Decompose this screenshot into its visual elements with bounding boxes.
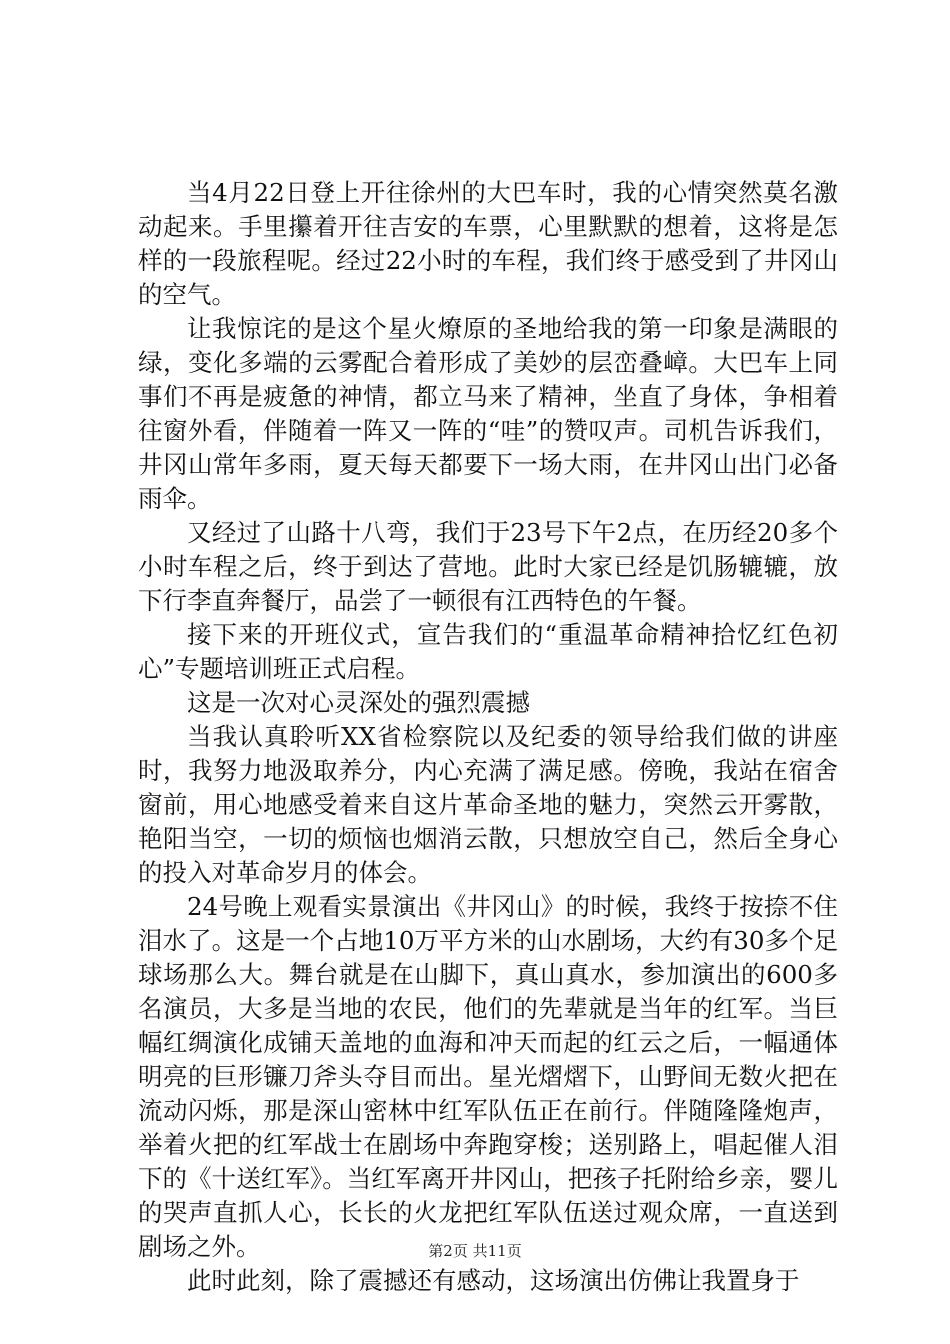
paragraph-performance: 24号晚上观看实景演出《井冈山》的时候，我终于按捺不住泪水了。这是一个占地10万平方米的山水剧场，大约有30多个足球场那么大。舞台就是在山脚下，真山真水，参加演出的600多名演员，大多是当地的农民，他们的先辈就是当年的红军。当巨幅红绸演化成铺天盖地的血海和冲天而起的红云之后，一幅通体明亮的巨形镰刀斧头夺目而出。星光熠熠下，山野间无数火把在流动闪烁，那是深山密林中红军队伍正在前行。伴随隆隆炮声，举着火把的红军战士在剧场中奔跑穿梭；送别路上，唱起催人泪下的《十送红军》。当红军离开井冈山，把孩子托附给乡亲，婴儿的哭声直抓人心，长长的火龙把红军队伍送过观众席，一直送到剧场之外。 bbox=[138, 892, 838, 1261]
paragraph-arrival: 又经过了山路十八弯，我们于23号下午2点，在历经20多个小时车程之后，终于到达了营地。此时大家已经是饥肠辘辘，放下行李直奔餐厅，品尝了一顿很有江西特色的午餐。 bbox=[138, 518, 838, 615]
paragraph-first-impression: 让我惊诧的是这个星火燎原的圣地给我的第一印象是满眼的绿，变化多端的云雾配合着形成了美妙的层峦叠嶂。大巴车上同事们不再是疲惫的神情，都立马来了精神，坐直了身体，争相着往窗外看，伴随着一阵又一阵的“哇”的赞叹声。司机告诉我们，井冈山常年多雨，夏天每天都要下一场大雨，在井冈山出门必备雨伞。 bbox=[138, 314, 838, 513]
paragraph-departure: 当4月22日登上开往徐州的大巴车时，我的心情突然莫名激动起来。手里攥着开往吉安的车票，心里默默的想着，这将是怎样的一段旅程呢。经过22小时的车程，我们终于感受到了井冈山的空气。 bbox=[138, 178, 838, 309]
paragraph-lecture: 当我认真聆听XX省检察院以及纪委的领导给我们做的讲座时，我努力地汲取养分，内心充满了满足感。傍晚，我站在宿舍窗前，用心地感受着来自这片革命圣地的魅力，突然云开雾散，艳阳当空，一切的烦恼也烟消云散，只想放空自己，然后全身心的投入对革命岁月的体会。 bbox=[138, 722, 838, 887]
paragraph-opening-ceremony: 接下来的开班仪式，宣告我们的“重温革命精神拾忆红色初心”专题培训班正式启程。 bbox=[138, 620, 838, 683]
section-heading: 这是一次对心灵深处的强烈震撼 bbox=[187, 688, 530, 717]
page-number-footer: 第2页 共11页 bbox=[428, 1242, 522, 1260]
document-body bbox=[138, 176, 838, 1298]
paragraph-closing-fragment: 此时此刻，除了震撼还有感动，这场演出仿佛让我置身于 bbox=[187, 1266, 800, 1295]
